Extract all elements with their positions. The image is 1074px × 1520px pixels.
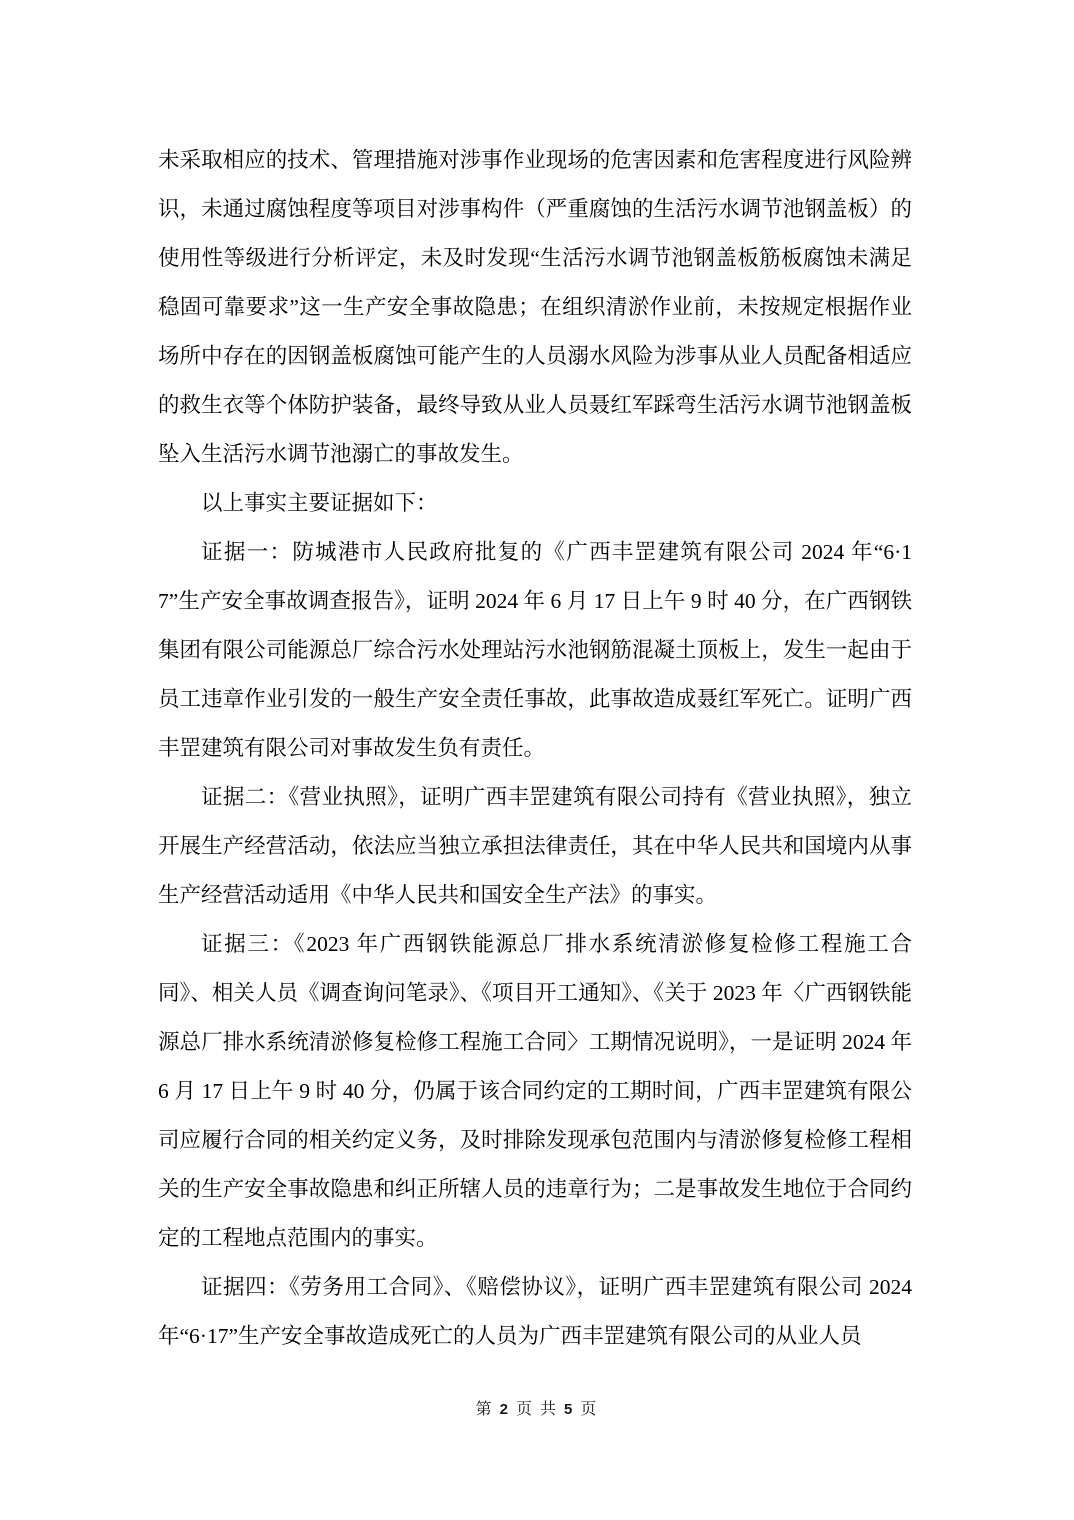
footer-label-suffix: 页 xyxy=(580,1401,599,1418)
paragraph-continuation: 未采取相应的技术、管理措施对涉事作业现场的危害因素和危害程度进行风险辨识，未通过腐蚀程度等项目对涉事构件（严重腐蚀的生活污水调节池钢盖板）的使用性等级进行分析评定，未及时发现“生活污水调节池钢盖板筋板腐蚀未满足稳固可靠要求”这一生产安全事故隐患；在组织清淤作业前，未按规定根据作业场所中存在的因钢盖板腐蚀可能产生的人员溺水风险为涉事从业人员配备相适应的救生衣等个体防护装备，最终导致从业人员聂红军踩弯生活污水调节池钢盖板坠入生活污水调节池溺亡的事故发生。 xyxy=(158,148,912,466)
page-footer xyxy=(0,1396,1074,1419)
paragraph-evidence-3: 证据三：《2023 年广西钢铁能源总厂排水系统清淤修复检修工程施工合同》、相关人员《调查询问笔录》、《项目开工通知》、《关于 2023 年〈广西钢铁能源总厂排水系统清淤修复检修工程施工合同〉工期情况说明》，一是证明 2024 年 6 月 17 日上午 9 时 40 分，仍属于该合同约定的工期时间，广西丰罡建筑有限公司应履行合同的相关约定义务，及时排除发现承包范围内与清淤修复检修工程相关的生产安全事故隐患和纠正所辖人员的违章行为；二是事故发生地位于合同约定的工程地点范围内的事实。 xyxy=(158,932,912,1250)
paragraph-evidence-1: 证据一：防城港市人民政府批复的《广西丰罡建筑有限公司 2024 年“6·17”生产安全事故调查报告》，证明 2024 年 6 月 17 日上午 9 时 40 分，在广西钢铁集团有限公司能源总厂综合污水处理站污水池钢筋混凝土顶板上，发生一起由于员工违章作业引发的一般生产安全责任事故，此事故造成聂红军死亡。证明广西丰罡建筑有限公司对事故发生负有责任。 xyxy=(158,540,912,760)
paragraph-evidence-4: 证据四：《劳务用工合同》、《赔偿协议》，证明广西丰罡建筑有限公司 2024 年“6·17”生产安全事故造成死亡的人员为广西丰罡建筑有限公司的从业人员 xyxy=(158,1275,912,1348)
paragraph-evidence-2: 证据二：《营业执照》，证明广西丰罡建筑有限公司持有《营业执照》，独立开展生产经营活动，依法应当独立承担法律责任，其在中华人民共和国境内从事生产经营活动适用《中华人民共和国安全生产法》的事实。 xyxy=(158,785,912,907)
footer-total-page-number: 5 xyxy=(564,1401,575,1418)
footer-label-middle: 页 共 xyxy=(515,1401,558,1418)
document-body xyxy=(158,136,912,1361)
footer-current-page-number: 2 xyxy=(499,1401,510,1418)
footer-label-prefix: 第 xyxy=(475,1401,494,1418)
paragraph-evidence-intro: 以上事实主要证据如下： xyxy=(201,491,438,515)
